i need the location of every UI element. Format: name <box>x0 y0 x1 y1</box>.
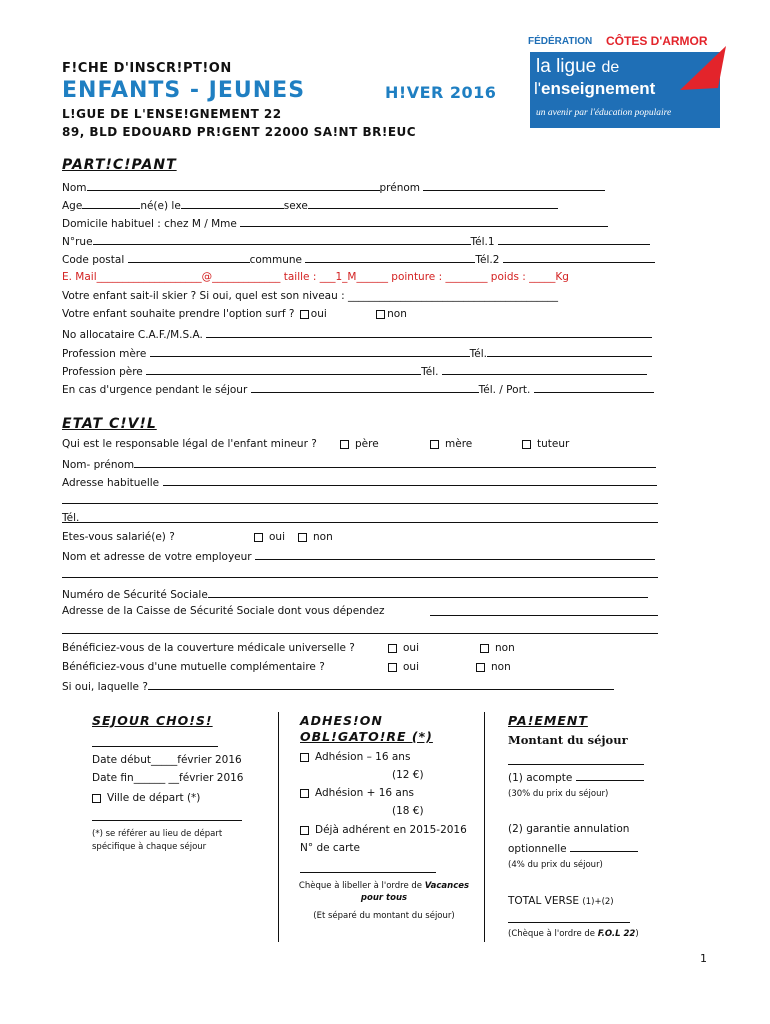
birthdate-field[interactable] <box>181 198 284 209</box>
ville-label: Ville de départ (*) <box>107 792 201 804</box>
pere-label: père <box>355 438 379 450</box>
section-adhesion-title-2: OBL!GATO!RE (*) <box>300 729 433 744</box>
caisse-field[interactable] <box>430 615 658 616</box>
garantie-label-2: optionnelle <box>508 843 567 855</box>
email-row[interactable]: E. Mail____________________@_____________ taille : ___1_M______ pointure : ________ poids : _____Kg <box>62 271 569 283</box>
prof-mere-tel-label: Tél. <box>469 348 488 360</box>
rue-label: N°rue <box>62 236 93 248</box>
logo-red-triangle-icon <box>678 42 728 92</box>
date-fin-field[interactable]: Date fin______ __février 2016 <box>92 772 244 784</box>
total-field[interactable] <box>508 922 630 923</box>
total-row <box>508 895 614 907</box>
surf-non-checkbox[interactable] <box>376 310 385 319</box>
ville-option <box>92 792 200 804</box>
garantie-label-1: (2) garantie annulation <box>508 823 630 835</box>
total-label: TOTAL VERSE <box>508 895 580 907</box>
cmu-oui-option <box>388 642 419 654</box>
prof-pere-field[interactable] <box>146 364 421 375</box>
prof-pere-row <box>62 364 647 378</box>
mere-option <box>430 438 472 450</box>
nom-prenom-label: Nom- prénom <box>62 459 135 471</box>
adresse-line-2[interactable] <box>62 503 658 504</box>
adhesion-vacances: Vacances pour tous <box>360 881 470 903</box>
carte-label: N° de carte <box>300 842 361 854</box>
commune-label: commune <box>249 254 303 266</box>
secu-row <box>62 587 648 601</box>
garantie-field[interactable] <box>570 841 638 852</box>
tel1-field[interactable] <box>498 234 650 245</box>
nee-le-label: né(e) le <box>140 200 181 212</box>
adhesion-prix2: (18 €) <box>392 805 424 817</box>
employeur-line-2[interactable] <box>62 577 658 578</box>
pere-option <box>340 438 379 450</box>
logo-federation: FÉDÉRATION <box>528 36 593 47</box>
salarie-label: Etes-vous salarié(e) ? <box>62 531 175 543</box>
nom-row <box>62 180 605 194</box>
sejour-name-field[interactable] <box>92 746 218 747</box>
logo-la-ligue <box>536 56 619 78</box>
logo-de-text: de <box>601 59 620 76</box>
employeur-label: Nom et adresse de votre employeur <box>62 551 252 563</box>
domicile-label: Domicile habituel : chez M / Mme <box>62 218 237 230</box>
code-postal-row <box>62 252 655 266</box>
urgence-tel-label: Tél. / Port. <box>478 384 531 396</box>
page-number: 1 <box>700 952 707 965</box>
pere-checkbox[interactable] <box>340 440 349 449</box>
surf-label: Votre enfant souhaite prendre l'option surf ? <box>62 308 295 320</box>
garantie-row <box>508 841 638 855</box>
urgence-label: En cas d'urgence pendant le séjour <box>62 384 248 396</box>
surf-oui-label: oui <box>310 308 327 320</box>
laquelle-row <box>62 679 614 693</box>
acompte-note: (30% du prix du séjour) <box>508 789 609 799</box>
adresse-field[interactable] <box>163 475 657 486</box>
salarie-non-checkbox[interactable] <box>298 533 307 542</box>
caisse-line-2[interactable] <box>62 633 658 634</box>
employeur-row <box>62 549 655 563</box>
commune-field[interactable] <box>305 252 475 263</box>
garantie-note: (4% du prix du séjour) <box>508 860 603 870</box>
adhesion-moins16-option <box>300 751 410 763</box>
adresse-row <box>62 475 657 489</box>
allocataire-field[interactable] <box>206 327 652 338</box>
cmu-non-option <box>480 642 515 654</box>
secu-label: Numéro de Sécurité Sociale <box>62 589 208 601</box>
nom-label: Nom <box>62 182 87 194</box>
adhesion-plus16-label: Adhésion + 16 ans <box>315 787 414 799</box>
salarie-oui-option <box>254 531 285 543</box>
mutuelle-non-label: non <box>491 661 511 673</box>
tel-field[interactable] <box>62 522 658 523</box>
adhesion-deja-option <box>300 824 467 836</box>
adhesion-moins16-checkbox[interactable] <box>300 753 309 762</box>
tel2-field[interactable] <box>503 252 655 263</box>
code-postal-field[interactable] <box>128 252 250 263</box>
adresse-label: Adresse habituelle <box>62 477 160 489</box>
tel-label: Tél. <box>62 512 80 524</box>
montant-field[interactable] <box>508 764 644 765</box>
section-sejour-title: SEJOUR CHO!S! <box>92 713 213 728</box>
caisse-label: Adresse de la Caisse de Sécurité Sociale dont vous dépendez <box>62 605 385 617</box>
age-field[interactable] <box>82 198 140 209</box>
allocataire-label: No allocataire C.A.F./M.S.A. <box>62 329 203 341</box>
mere-label: mère <box>445 438 473 450</box>
nom-prenom-field[interactable] <box>134 457 656 468</box>
prof-pere-tel-field[interactable] <box>442 364 647 375</box>
acompte-label: (1) acompte <box>508 772 573 784</box>
rue-row <box>62 234 650 248</box>
laquelle-field[interactable] <box>148 679 614 690</box>
paiement-fol: F.O.L 22 <box>597 929 636 939</box>
domicile-field[interactable] <box>240 216 608 227</box>
ville-checkbox[interactable] <box>92 794 101 803</box>
responsable-label: Qui est le responsable légal de l'enfant mineur ? <box>62 438 317 450</box>
date-debut-field[interactable]: Date début_____février 2016 <box>92 754 242 766</box>
paiement-cheque-note <box>508 929 639 939</box>
montant-label: Montant du séjour <box>508 733 628 747</box>
adhesion-deja-label: Déjà adhérent en 2015-2016 <box>315 824 467 836</box>
paiement-cheque-close: ) <box>635 929 639 939</box>
tuteur-label: tuteur <box>537 438 570 450</box>
salarie-oui-label: oui <box>269 531 285 543</box>
prenom-field[interactable] <box>423 180 605 191</box>
logo-enseignement <box>534 79 655 99</box>
organization-name: L!GUE DE L'ENSE!GNEMENT 22 <box>62 107 282 121</box>
adhesion-cheque-text: Chèque à libeller à l'ordre de <box>298 881 423 891</box>
code-postal-label: Code postal <box>62 254 125 266</box>
season-title: H!VER 2016 <box>385 83 497 102</box>
tuteur-option <box>522 438 569 450</box>
acompte-row <box>508 770 644 784</box>
cmu-non-checkbox[interactable] <box>480 644 489 653</box>
ligue-logo <box>528 36 728 132</box>
surf-row <box>62 308 407 320</box>
sexe-field[interactable] <box>308 198 558 209</box>
logo-cotes: CÔTES D'ARMOR <box>606 34 708 48</box>
adhesion-deja-checkbox[interactable] <box>300 826 309 835</box>
mutuelle-non-option <box>476 661 511 673</box>
urgence-tel-field[interactable] <box>534 382 654 393</box>
nom-prenom-row <box>62 457 656 471</box>
urgence-field[interactable] <box>251 382 479 393</box>
ville-field[interactable] <box>92 820 242 821</box>
nom-field[interactable] <box>87 180 380 191</box>
mutuelle-oui-label: oui <box>403 661 419 673</box>
surf-oui-checkbox[interactable] <box>300 310 309 319</box>
audience-title: ENFANTS - JEUNES <box>62 78 306 103</box>
prof-pere-label: Profession père <box>62 366 143 378</box>
ski-row[interactable]: Votre enfant sait-il skier ? Si oui, quel est son niveau : ________________________________________ <box>62 290 558 302</box>
surf-non-label: non <box>387 308 407 320</box>
age-row <box>62 198 558 212</box>
prof-mere-label: Profession mère <box>62 348 147 360</box>
salarie-non-option <box>298 531 333 543</box>
employeur-field[interactable] <box>255 549 655 560</box>
logo-enseignement-text: enseignement <box>541 79 656 98</box>
prof-pere-tel-label: Tél. <box>421 366 439 378</box>
age-label: Age <box>62 200 83 212</box>
mutuelle-oui-checkbox[interactable] <box>388 663 397 672</box>
section-adhesion-title-1: ADHES!ON <box>300 713 383 728</box>
domicile-row <box>62 216 608 230</box>
adhesion-moins16-label: Adhésion – 16 ans <box>315 751 411 763</box>
cmu-oui-label: oui <box>403 642 419 654</box>
total-formula: (1)+(2) <box>582 897 614 907</box>
adhesion-plus16-option <box>300 787 414 799</box>
section-paiement-title: PA!EMENT <box>508 713 588 728</box>
mere-checkbox[interactable] <box>430 440 439 449</box>
adhesion-cheque-note <box>292 880 476 922</box>
rue-field[interactable] <box>93 234 471 245</box>
tuteur-checkbox[interactable] <box>522 440 531 449</box>
mutuelle-oui-option <box>388 661 419 673</box>
acompte-field[interactable] <box>576 770 644 781</box>
column-divider-left <box>278 712 279 942</box>
allocataire-row <box>62 327 652 341</box>
laquelle-label: Si oui, laquelle ? <box>62 681 148 693</box>
sejour-note: (*) se référer au lieu de départ spécifique à chaque séjour <box>92 829 223 852</box>
prenom-label: prénom <box>379 182 421 194</box>
prof-mere-tel-field[interactable] <box>487 346 652 357</box>
section-participant-title: PART!C!PANT <box>62 157 177 173</box>
mutuelle-non-checkbox[interactable] <box>476 663 485 672</box>
mutuelle-label: Bénéficiez-vous d'une mutuelle complémentaire ? <box>62 661 325 673</box>
logo-tagline: un avenir par l'éducation populaire <box>536 108 672 118</box>
column-divider-right <box>484 712 485 942</box>
cmu-oui-checkbox[interactable] <box>388 644 397 653</box>
salarie-non-label: non <box>313 531 333 543</box>
urgence-row <box>62 382 654 396</box>
tel2-label: Tél.2 <box>475 254 500 266</box>
section-etat-civil-title: ETAT C!V!L <box>62 416 157 432</box>
paiement-cheque-text: (Chèque à l'ordre de <box>508 929 595 939</box>
adhesion-plus16-checkbox[interactable] <box>300 789 309 798</box>
cmu-non-label: non <box>495 642 515 654</box>
salarie-oui-checkbox[interactable] <box>254 533 263 542</box>
form-type: F!CHE D'INSCR!PT!ON <box>62 61 232 76</box>
adhesion-prix1: (12 €) <box>392 769 424 781</box>
prof-mere-row <box>62 346 652 360</box>
logo-la-ligue-text: la ligue <box>536 56 597 77</box>
tel1-label: Tél.1 <box>470 236 495 248</box>
carte-field[interactable] <box>300 872 436 873</box>
adhesion-cheque-separe: (Et séparé du montant du séjour) <box>313 911 455 921</box>
organization-address: 89, BLD EDOUARD PR!GENT 22000 SA!NT BR!EUC <box>62 125 417 139</box>
secu-field[interactable] <box>208 587 648 598</box>
sexe-label: sexe <box>283 200 308 212</box>
prof-mere-field[interactable] <box>150 346 470 357</box>
cmu-label: Bénéficiez-vous de la couverture médicale universelle ? <box>62 642 355 654</box>
logo-l-text: l' <box>534 79 542 98</box>
